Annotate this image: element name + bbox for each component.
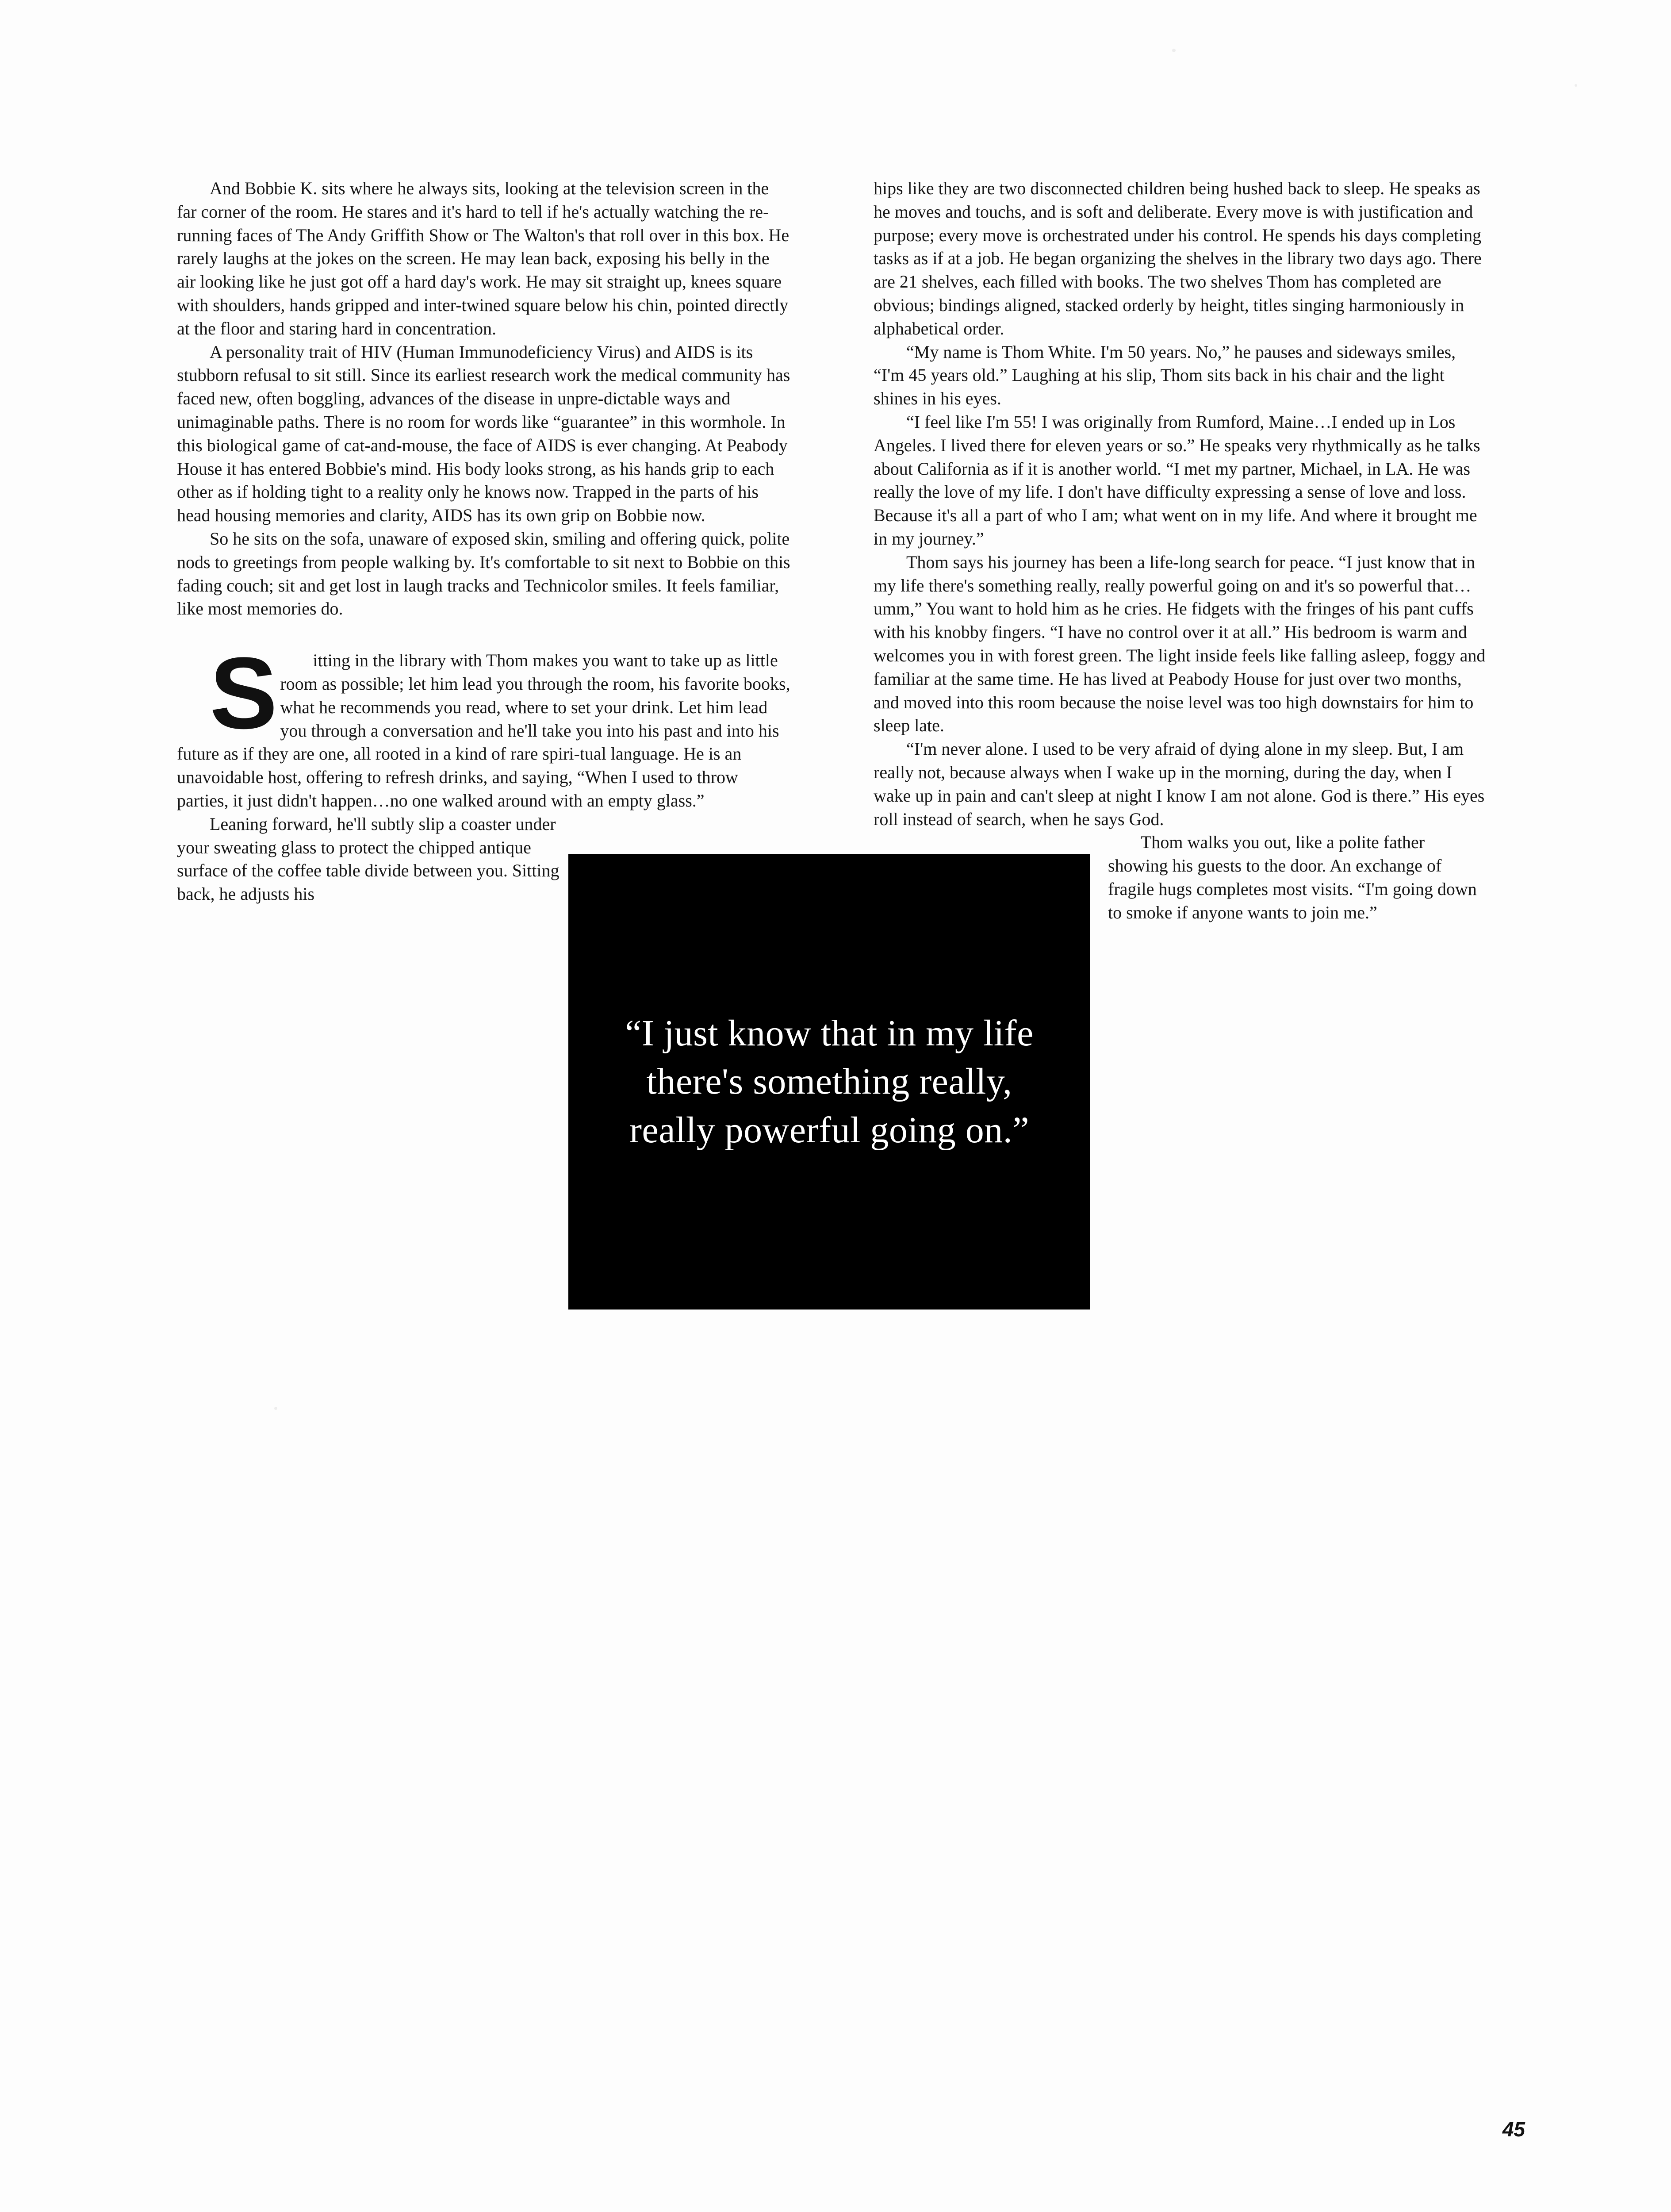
paragraph: And Bobbie K. sits where he always sits, looking at the television screen in the far corner of the room. He stares and it's hard to tell if he's actually watching the re-running faces of The Andy Griffith Show or The Walton's that roll over in this box. He rarely laughs at the jokes on the screen. He may lean back, exposing his belly in the air looking like he just got off a hard day's work. He may sit straight up, knees square with shoulders, hands gripped and inter-twined square below his chin, pointed directly at the floor and staring hard in concentration. <box>177 178 790 338</box>
paragraph: So he sits on the sofa, unaware of exposed skin, smiling and offering quick, polite nods to greetings from people walking by. It's comfortable to sit next to Bobbie on this fading couch; sit and get lost in laugh tracks and Technicolor smiles. It feels familiar, like most memories do. <box>177 528 790 619</box>
paper-speck <box>274 1407 277 1410</box>
paragraph: Leaning forward, he'll subtly slip a coaster under your sweating glass to protect the chipped antique surface of the coffee table divide between you. Sitting back, he adjusts his <box>177 813 792 906</box>
pull-quote-text: “I just know that in my life there's something really, really powerful going on.” <box>625 1013 1034 1151</box>
paper-speck <box>1575 84 1577 87</box>
dropcap-paragraph-text: itting in the library with Thom makes you want to take up as little room as possible; let him lead you through the room, his favorite books, what he recommends you read, where to set your drink. Let him lead you through a conversation and he'll take you into his past and into his future as if they are one, all rooted in a kind of rare spiri-tual language. He is an unavoidable host, offering to refresh drinks, and saying, “When I used to throw parties, it just didn't happen…no one walked around with an empty glass.” <box>177 650 790 810</box>
paragraph: A personality trait of HIV (Human Immunodeficiency Virus) and AIDS is its stubborn refusal to sit still. Since its earliest research work the medical community has faced new, often boggling, advances of the disease in unpre-dictable ways and unimaginable paths. There is no room for words like “guarantee” in this wormhole. In this biological game of cat-and-mouse, the face of AIDS is ever changing. At Peabody House it has entered Bobbie's mind. His body looks strong, as his hands grip to each other as if holding tight to a reality only he knows now. Trapped in the parts of his head housing memories and clarity, AIDS has its own grip on Bobbie now. <box>177 342 790 526</box>
drop-cap: S <box>210 636 278 750</box>
paragraph: “My name is Thom White. I'm 50 years. No,” he pauses and sideways smiles, “I'm 45 years old.” Laughing at his slip, Thom sits back in his chair and the light shines in his eyes. <box>874 342 1456 409</box>
paragraph: Thom walks you out, like a polite father showing his guests to the door. An exchange of fragile hugs completes most visits. “I'm going down to smoke if anyone wants to join me.” <box>874 831 1488 924</box>
dropcap-paragraph <box>177 636 792 813</box>
pull-quote-box <box>568 854 1090 1310</box>
paragraph: “I'm never alone. I used to be very afraid of dying alone in my sleep. But, I am really not, because always when I wake up in the morning, during the day, when I wake up in pain and can't sleep at night I know I am not alone. God is there.” His eyes roll instead of search, when he says God. <box>874 739 1485 829</box>
page-number: 45 <box>1502 2118 1525 2141</box>
paper-speck <box>1172 49 1176 52</box>
paragraph: hips like they are two disconnected children being hushed back to sleep. He speaks as he moves and touchs, and is soft and deliberate. Every move is with justification and purpose; every move is orchestrated under his control. He spends his days completing tasks as if at a job. He began organizing the shelves in the library two days ago. There are 21 shelves, each filled with books. The two shelves Thom has completed are obvious; bindings aligned, stacked orderly by height, titles singing harmoniously in alphabetical order. <box>874 178 1482 338</box>
paragraph: Thom says his journey has been a life-long search for peace. “I just know that in my life there's something really, really powerful going on and it's so powerful that…umm,” You want to hold him as he cries. He fidgets with the fringes of his pant cuffs with his knobby fingers. “I have no control over it at all.” His bedroom is warm and welcomes you in with forest green. The light inside feels like falling asleep, foggy and familiar at the same time. He has lived at Peabody House for just over two months, and moved into this room because the noise level was too high downstairs for him to sleep late. <box>874 552 1486 736</box>
paragraph: “I feel like I'm 55! I was originally from Rumford, Maine…I ended up in Los Angeles. I lived there for eleven years or so.” He speaks very rhythmically as he talks about California as if it is another world. “I met my partner, Michael, in LA. He was really the love of my life. I don't have difficulty expressing a sense of love and loss. Because it's all a part of who I am; what went on in my life. And where it brought me in my journey.” <box>874 411 1480 549</box>
